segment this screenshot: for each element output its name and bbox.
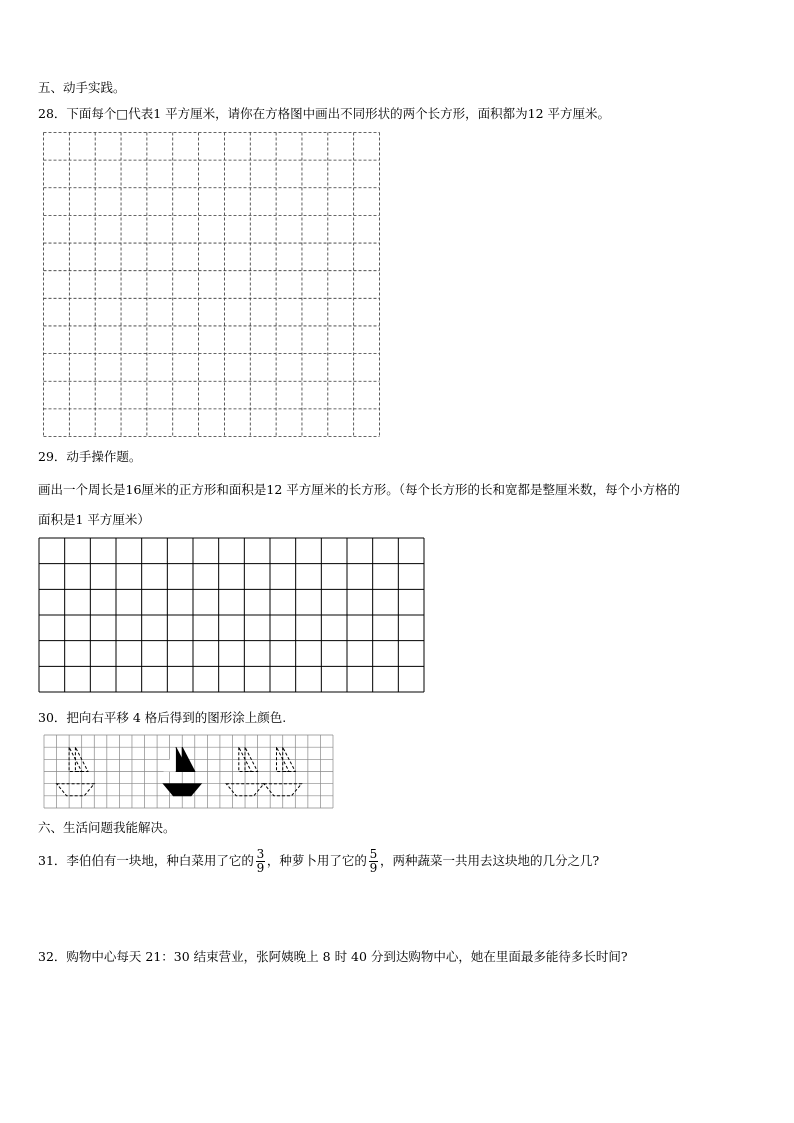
- question-31-part2: ，种萝卜用了它的: [266, 853, 367, 868]
- question-32-text: 32．购物中心每天 21：30 结束营业，张阿姨晚上 8 时 40 分到达购物中心，她在里面最多能待多长时间?: [38, 949, 628, 964]
- question-28-text: 28．下面每个□代表1 平方厘米，请你在方格图中画出不同形状的两个长方形，面积都为12 平方厘米。: [38, 106, 611, 121]
- solid-grid-q29[interactable]: [38, 537, 426, 694]
- question-30-text: 30．把向右平移 4 格后得到的图形涂上颜色.: [38, 710, 287, 725]
- dashed-grid-q28[interactable]: [42, 131, 382, 439]
- boat-hull: [57, 784, 95, 796]
- fraction-3-9: $\frac{3}{9}$: [256, 847, 265, 875]
- question-29-title: 29．动手操作题。: [38, 449, 142, 464]
- section-5-title: 五、动手实践。: [38, 80, 126, 95]
- question-29-text-line1: 画出一个周长是16厘米的正方形和面积是12 平方厘米的长方形。（每个长方形的长和宽都是整厘米数，每个小方格的: [38, 482, 681, 497]
- question-31: [38, 848, 599, 875]
- question-31-part1: 31．李伯伯有一块地，种白菜用了它的: [38, 853, 254, 868]
- question-31-part3: ，两种蔬菜一共用去这块地的几分之几?: [379, 853, 600, 868]
- boat-grid-q30[interactable]: [43, 734, 335, 810]
- boat-hull: [163, 784, 201, 796]
- section-6-title: 六、生活问题我能解决。: [38, 820, 176, 835]
- question-29-text-line2: 面积是1 平方厘米）: [38, 512, 150, 527]
- fraction-5-9: $\frac{5}{9}$: [369, 847, 378, 875]
